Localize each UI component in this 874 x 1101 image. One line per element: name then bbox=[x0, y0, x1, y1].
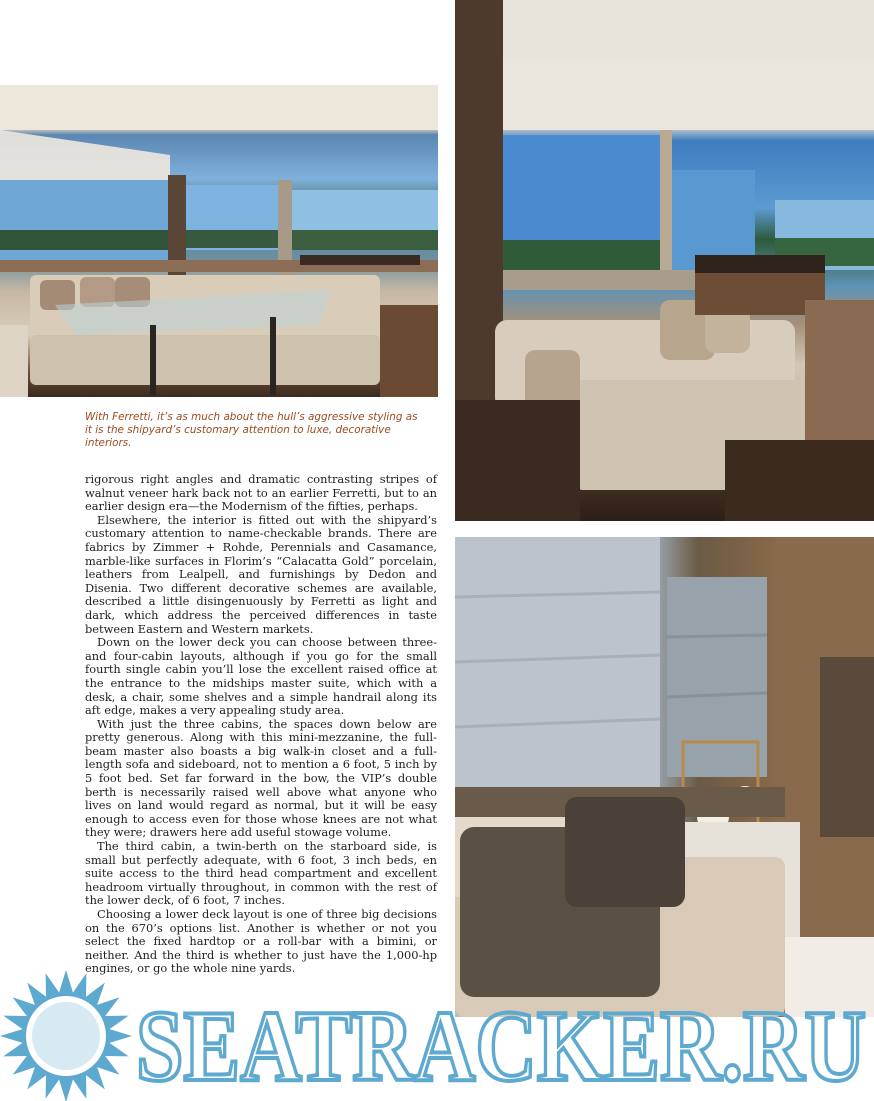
saloon-dinette-illustration bbox=[0, 85, 438, 397]
watermark-text: SEATRACKER.RU bbox=[136, 995, 866, 1090]
photo-caption: With Ferretti, it’s as much about the hull’s aggressive styling as it is the shipyard’s customary attention to luxe, decorative interiors. bbox=[85, 411, 418, 449]
watermark bbox=[128, 995, 874, 1090]
cabin-illustration bbox=[455, 537, 874, 1017]
body-paragraph: Down on the lower deck you can choose between three-and four-cabin layouts, although if you go for the small fourth single cabin you’ll lose the excellent raised office at the entrance to the midships master suite, which with a desk, a chair, some shelves and a simple handrail along its aft edge, makes a very appealing study area. bbox=[85, 635, 437, 718]
body-paragraph: rigorous right angles and dramatic contrasting stripes of walnut veneer hark back not to an earlier Ferretti, but to an earlier design era—the Modernism of the fifties, perhaps. bbox=[85, 472, 437, 514]
salon-sofa-photo bbox=[455, 0, 874, 521]
body-paragraph: The third cabin, a twin-berth on the starboard side, is small but perfectly adequate, with 6 foot, 3 inch beds, en suite access to the third head compartment and excellent headroom virtually throughout, in common with the rest of the lower deck, of 6 foot, 7 inches. bbox=[85, 839, 437, 908]
salon-sofa-illustration bbox=[455, 0, 874, 521]
saloon-dinette-photo bbox=[0, 85, 438, 397]
body-paragraph: Elsewhere, the interior is fitted out with the shipyard’s customary attention to name-checkable brands. There are fabrics by Zimmer + Rohde, Perennials and Casamance, marble-like surfaces in Florim’s “Calacatta Gold” porcelain, leathers from Lealpell, and furnishings by Dedon and Disenia. Two different decorative schemes are available, described a little disingenuously by Ferretti as light and dark, which address the perceived differences in taste between Eastern and Western markets. bbox=[85, 512, 437, 636]
cabin-photo bbox=[455, 537, 874, 1017]
body-paragraph: With just the three cabins, the spaces down below are pretty generous. Along with this mini-mezzanine, the full-beam master also boasts a big walk-in closet and a full-length sofa and sideboard, not to mention a 6 foot, 5 inch by 5 foot bed. Set far forward in the bow, the VIP’s double berth is necessarily raised well above what anyone who lives on land would regard as normal, but it will be easy enough to access even for those whose knees are not what they were; drawers here add useful stowage volume. bbox=[85, 716, 437, 840]
sun-logo-icon bbox=[0, 966, 140, 1101]
body-paragraph: Choosing a lower deck layout is one of three big decisions on the 670’s options list. Another is whether or not you select the fixed hardtop or a roll-bar with a bimini, or neither. And the third is whether to just have the 1,000-hp engines, or go the whole nine yards. bbox=[85, 907, 437, 976]
article-body bbox=[85, 473, 437, 976]
